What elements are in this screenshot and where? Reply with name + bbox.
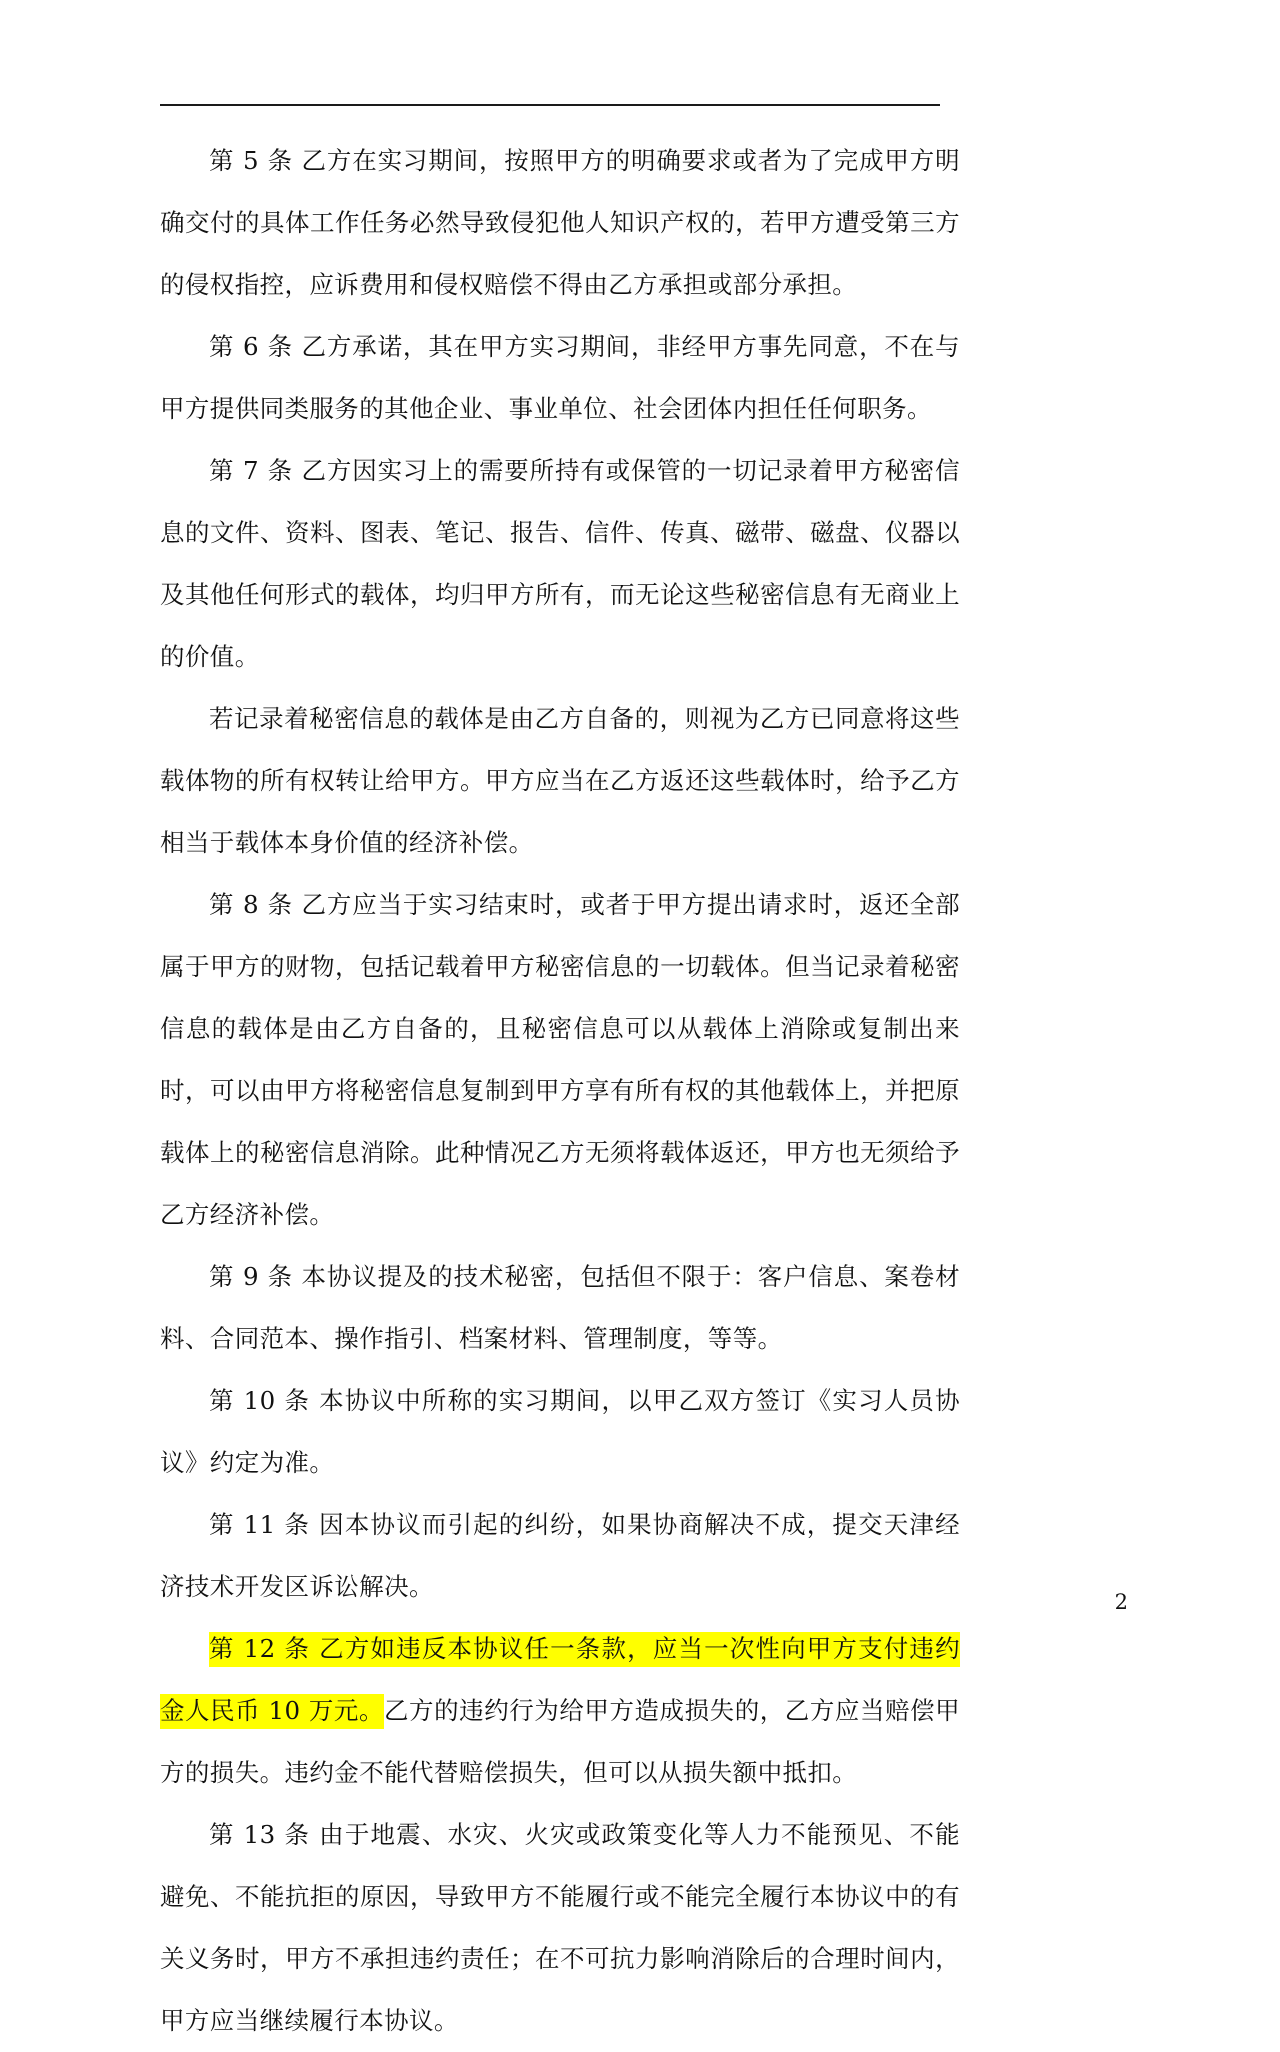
paragraph-clause-5: 第 5 条 乙方在实习期间，按照甲方的明确要求或者为了完成甲方明确交付的具体工作任务必然导致侵犯他人知识产权的，若甲方遭受第三方的侵权指控，应诉费用和侵权赔偿不得由乙方承担或部分承担。: [160, 146, 960, 299]
paragraph-clause-7-continued: 若记录着秘密信息的载体是由乙方自备的，则视为乙方已同意将这些载体物的所有权转让给甲方。甲方应当在乙方返还这些载体时，给予乙方相当于载体本身价值的经济补偿。: [160, 704, 960, 857]
header-rule: [160, 104, 940, 106]
page-number: 2: [1114, 1590, 1128, 1614]
paragraph-clause-11: 第 11 条 因本协议而引起的纠纷，如果协商解决不成，提交天津经济技术开发区诉讼解决。: [160, 1510, 960, 1601]
paragraph-clause-10: 第 10 条 本协议中所称的实习期间，以甲乙双方签订《实习人员协议》约定为准。: [160, 1386, 960, 1477]
paragraph-clause-13: 第 13 条 由于地震、水灾、火灾或政策变化等人力不能预见、不能避免、不能抗拒的原因，导致甲方不能履行或不能完全履行本协议中的有关义务时，甲方不承担违约责任；在不可抗力影响消除后的合理时间内，甲方应当继续履行本协议。: [160, 1820, 960, 2035]
paragraph-clause-7: 第 7 条 乙方因实习上的需要所持有或保管的一切记录着甲方秘密信息的文件、资料、图表、笔记、报告、信件、传真、磁带、磁盘、仪器以及其他任何形式的载体，均归甲方所有，而无论这些秘密信息有无商业上的价值。: [160, 456, 960, 671]
highlighted-penalty-text: 第 12 条 乙方如违反本协议任一条款，应当一次性向甲方支付违约金人民币 10 万元。: [160, 1632, 960, 1729]
paragraph-clause-9: 第 9 条 本协议提及的技术秘密，包括但不限于：客户信息、案卷材料、合同范本、操作指引、档案材料、管理制度，等等。: [160, 1262, 960, 1353]
clause-12-remainder: 乙方的违约行为给甲方造成损失的，乙方应当赔偿甲方的损失。违约金不能代替赔偿损失，但可以从损失额中抵扣。: [160, 1696, 960, 1787]
paragraph-clause-6: 第 6 条 乙方承诺，其在甲方实习期间，非经甲方事先同意，不在与甲方提供同类服务的其他企业、事业单位、社会团体内担任任何职务。: [160, 332, 960, 423]
document-body: [160, 130, 960, 2052]
paragraph-clause-12: [160, 1618, 960, 1804]
paragraph-clause-8: 第 8 条 乙方应当于实习结束时，或者于甲方提出请求时，返还全部属于甲方的财物，包括记载着甲方秘密信息的一切载体。但当记录着秘密信息的载体是由乙方自备的，且秘密信息可以从载体上消除或复制出来时，可以由甲方将秘密信息复制到甲方享有所有权的其他载体上，并把原载体上的秘密信息消除。此种情况乙方无须将载体返还，甲方也无须给予乙方经济补偿。: [160, 890, 960, 1229]
